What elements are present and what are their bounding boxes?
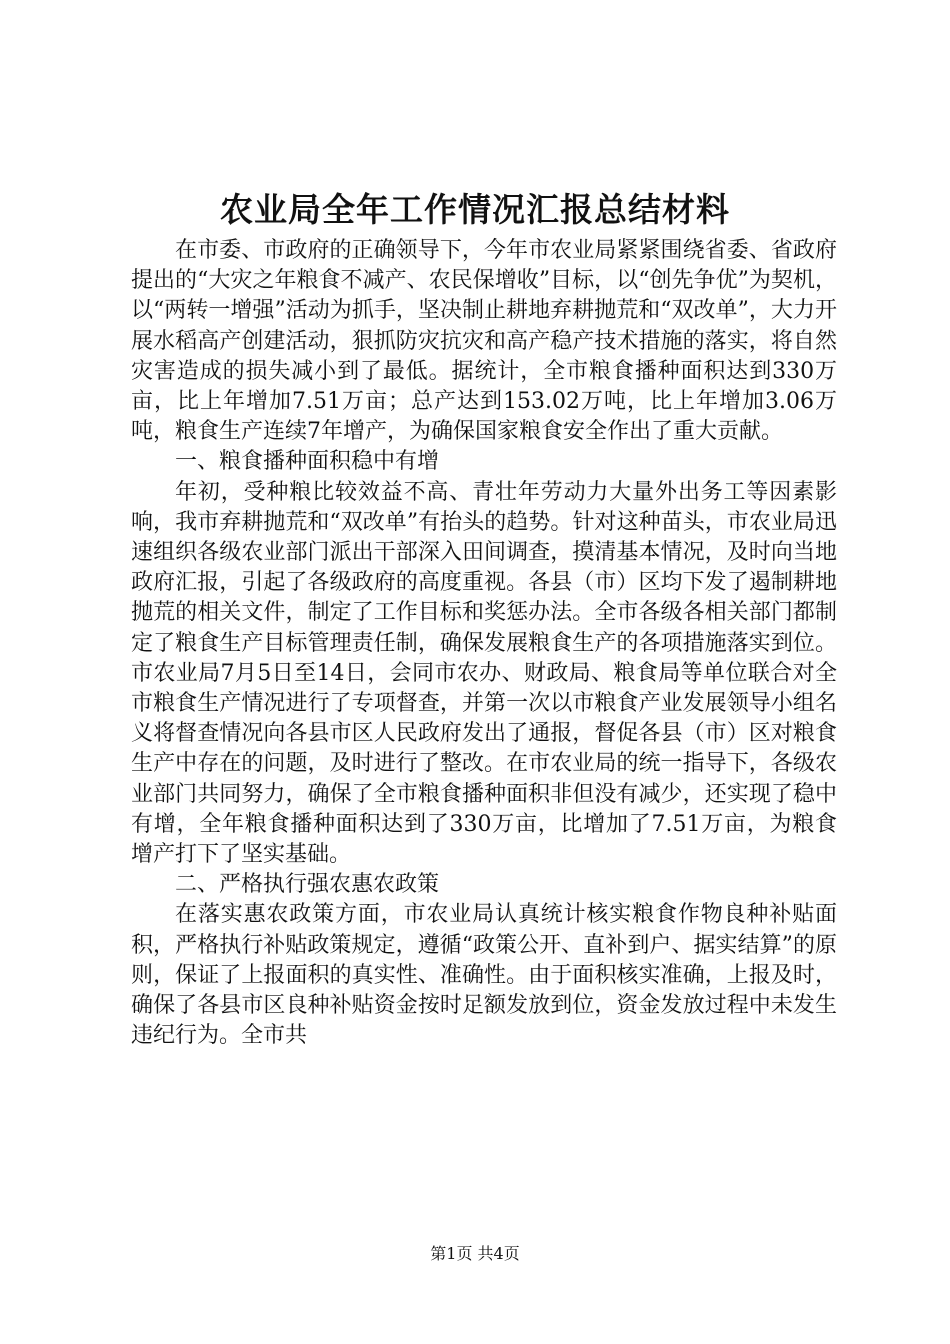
document-body [131,236,837,1051]
page-number-footer: 第1页 共4页 [430,1244,520,1263]
section-heading-1: 一、粮食播种面积稳中有增 [175,449,440,475]
section-heading-2: 二、严格执行强农惠农政策 [175,872,440,898]
section-2-paragraph: 在落实惠农政策方面，市农业局认真统计核实粮食作物良种补贴面积，严格执行补贴政策规定，遵循“政策公开、直补到户、据实结算”的原则，保证了上报面积的真实性、准确性。由于面积核实准确，上报及时，确保了各县市区良种补贴资金按时足额发放到位，资金发放过程中未发生违纪行为。全市共 [131,902,837,1049]
section-1-paragraph: 年初，受种粮比较效益不高、青壮年劳动力大量外出务工等因素影响，我市弃耕抛荒和“双改单”有抬头的趋势。针对这种苗头，市农业局迅速组织各级农业部门派出干部深入田间调查，摸清基本情况，及时向当地政府汇报，引起了各级政府的高度重视。各县（市）区均下发了遏制耕地抛荒的相关文件，制定了工作目标和奖惩办法。全市各级各相关部门都制定了粮食生产目标管理责任制，确保发展粮食生产的各项措施落实到位。市农业局7月5日至14日，会同市农办、财政局、粮食局等单位联合对全市粮食生产情况进行了专项督查，并第一次以市粮食产业发展领导小组名义将督查情况向各县市区人民政府发出了通报，督促各县（市）区对粮食生产中存在的问题，及时进行了整改。在市农业局的统一指导下，各级农业部门共同努力，确保了全市粮食播种面积非但没有减少，还实现了稳中有增，全年粮食播种面积达到了330万亩，比增加了7.51万亩，为粮食增产打下了坚实基础。 [131,479,837,868]
document-title: 农业局全年工作情况汇报总结材料 [220,190,730,229]
intro-paragraph: 在市委、市政府的正确领导下，今年市农业局紧紧围绕省委、省政府提出的“大灾之年粮食不减产、农民保增收”目标，以“创先争优”为契机，以“两转一增强”活动为抓手，坚决制止耕地弃耕抛荒和“双改单”，大力开展水稻高产创建活动，狠抓防灾抗灾和高产稳产技术措施的落实，将自然灾害造成的损失减小到了最低。据统计，全市粮食播种面积达到330万亩，比上年增加7.51万亩；总产达到153.02万吨，比上年增加3.06万吨，粮食生产连续7年增产，为确保国家粮食安全作出了重大贡献。 [131,238,837,445]
